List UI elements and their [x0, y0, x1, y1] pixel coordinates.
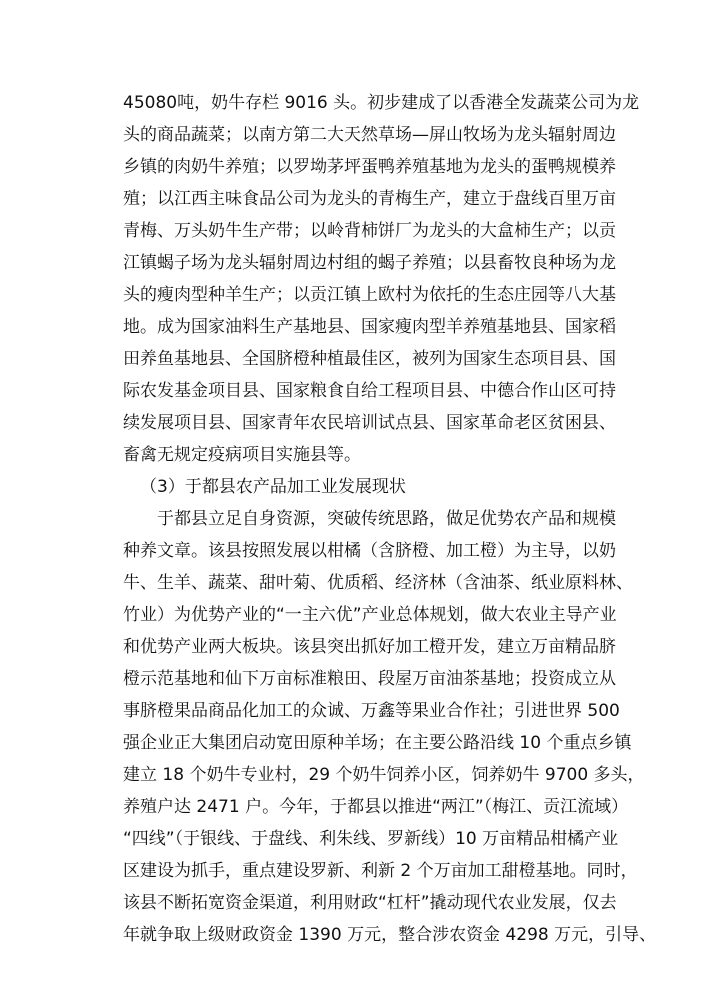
- text-line: 区建设为抓手，重点建设罗新、利新 2 个万亩加工甜橙基地。同时，: [123, 861, 638, 881]
- text-line: 年就争取上级财政资金 1390 万元，整合涉农资金 4298 万元，引导、: [123, 925, 657, 945]
- text-line: 江镇蝎子场为龙头辐射周边村组的蝎子养殖；以县畜牧良种场为龙: [123, 253, 616, 273]
- text-line: 强企业正大集团启动宽田原种羊场；在主要公路沿线 10 个重点乡镇: [123, 733, 632, 753]
- text-line: 续发展项目县、国家青年农民培训试点县、国家革命老区贫困县、: [123, 413, 616, 433]
- text-line: 头的瘦肉型种羊生产；以贡江镇上欧村为依托的生态庄园等八大基: [123, 285, 616, 305]
- section-heading: （3）于都县农产品加工业发展现状: [140, 477, 406, 497]
- text-line: 于都县立足自身资源，突破传统思路，做足优势农产品和规模: [157, 509, 616, 529]
- text-line: 地。成为国家油料生产基地县、国家瘦肉型羊养殖基地县、国家稻: [123, 317, 616, 337]
- text-line: 牛、生羊、蔬菜、甜叶菊、优质稻、经济林（含油茶、纸业原料林、: [123, 573, 633, 593]
- text-line: “四线”（于银线、于盘线、利朱线、罗新线）10 万亩精品柑橘产业: [123, 829, 619, 849]
- text-line: 田养鱼基地县、全国脐橙种植最佳区，被列为国家生态项目县、国: [123, 349, 616, 369]
- text-line: 殖；以江西主味食品公司为龙头的青梅生产，建立于盘线百里万亩: [123, 189, 616, 209]
- text-line: 和优势产业两大板块。该县突出抓好加工橙开发，建立万亩精品脐: [123, 637, 616, 657]
- text-line: 种养文章。该县按照发展以柑橘（含脐橙、加工橙）为主导，以奶: [123, 541, 616, 561]
- text-line: 该县不断拓宽资金渠道，利用财政“杠杆”撬动现代农业发展，仅去: [123, 893, 617, 913]
- text-line: 建立 18 个奶牛专业村，29 个奶牛饲养小区，饲养奶牛 9700 多头，: [123, 765, 645, 785]
- text-line: 养殖户达 2471 户。今年，于都县以推进“两江”（梅江、贡江流域）: [123, 797, 629, 817]
- text-line: 45080吨，奶牛存栏 9016 头。初步建成了以香港全发蔬菜公司为龙: [123, 93, 640, 113]
- text-line: 青梅、万头奶牛生产带；以岭背柿饼厂为龙头的大盒柿生产；以贡: [123, 221, 616, 241]
- text-line: 竹业）为优势产业的“一主六优”产业总体规划，做大农业主导产业: [123, 605, 617, 625]
- text-line: 际农发基金项目县、国家粮食自给工程项目县、中德合作山区可持: [123, 381, 616, 401]
- text-line: 乡镇的肉奶牛养殖；以罗坳茅坪蛋鸭养殖基地为龙头的蛋鸭规模养: [123, 157, 616, 177]
- text-line: 事脐橙果品商品化加工的众诚、万鑫等果业合作社；引进世界 500: [123, 701, 620, 721]
- text-line: 头的商品蔬菜；以南方第二大天然草场—屏山牧场为龙头辐射周边: [123, 125, 616, 145]
- text-line: 橙示范基地和仙下万亩标准粮田、段屋万亩油茶基地；投资成立从: [123, 669, 616, 689]
- text-line: 畜禽无规定疫病项目实施县等。: [123, 445, 361, 465]
